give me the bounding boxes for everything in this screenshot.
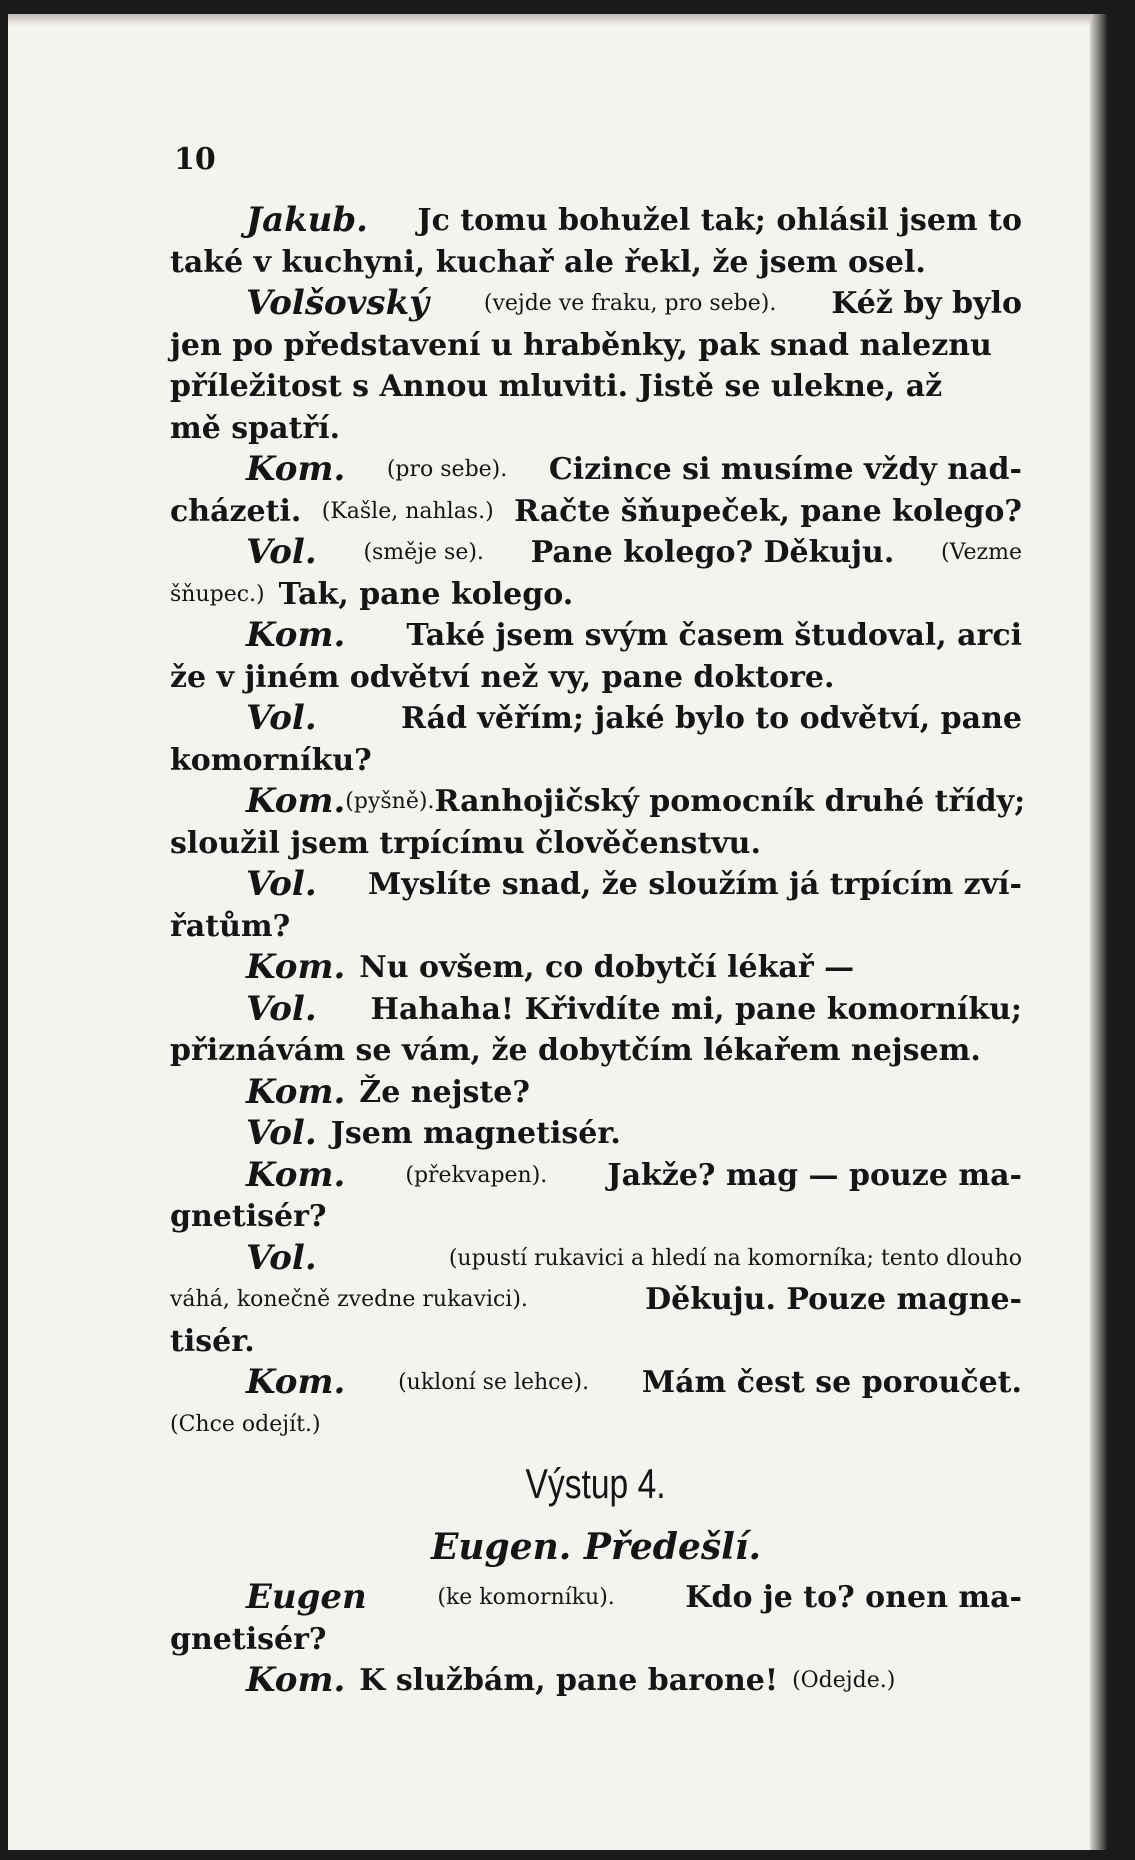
text-line — [170, 864, 1022, 906]
text-line — [170, 1404, 1022, 1446]
dialogue-text: gnetisér? — [170, 1199, 327, 1234]
text-line — [170, 200, 1022, 242]
speaker-name: Vol. — [246, 1237, 317, 1278]
stage-direction: (ke komorníku). — [437, 1585, 615, 1610]
dialogue-text: sloužil jsem trpícímu člověčenstvu. — [170, 825, 761, 861]
text-line — [170, 781, 1026, 823]
page-spine-shadow — [1090, 14, 1108, 1850]
dialogue-text: příležitost s Annou mluviti. Jistě se ulekne, až — [170, 369, 943, 404]
dialogue-text: Rád věřím; jaké bylo to odvětví, pane — [400, 701, 1022, 736]
speaker-name: Jakub. — [246, 200, 369, 240]
text-line — [170, 574, 1022, 616]
text-line — [170, 449, 1022, 491]
dialogue-text: že v jiném odvětví než vy, pane doktore. — [170, 659, 835, 695]
text-line — [170, 740, 1022, 782]
dialogue-text: řatům? — [170, 908, 291, 944]
speaker-name: Kom. — [246, 1071, 346, 1112]
stage-direction: (Kašle, nahlas.) — [321, 498, 494, 524]
speaker-name: Vol. — [246, 864, 317, 904]
speaker-name: Kom. — [246, 1660, 346, 1700]
dialogue-text: Hahaha! Křivdíte mi, pane komorníku; — [370, 991, 1022, 1027]
dialogue-text: také v kuchyni, kuchař ale řekl, že jsem osel. — [170, 244, 926, 280]
dialogue-text: gnetisér? — [170, 1621, 327, 1657]
stage-direction: (Odejde.) — [792, 1668, 896, 1693]
dialogue-text: Jakže? mag — pouze ma- — [607, 1157, 1022, 1193]
dialogue-text: Jsem magnetisér. — [330, 1116, 621, 1151]
speaker-name: Volšovský — [246, 283, 429, 323]
text-line — [170, 698, 1022, 740]
text-line — [170, 283, 1022, 325]
scene-cast: Eugen. Předešlí. — [430, 1526, 762, 1568]
dialogue-text: mě spatří. — [170, 410, 341, 446]
text-line — [170, 491, 1022, 533]
text-line — [170, 1660, 1022, 1702]
stage-direction: váhá, konečně zvedne rukavici). — [170, 1287, 528, 1312]
text-line — [170, 242, 1022, 284]
scene-heading: Výstup 4. — [525, 1460, 667, 1507]
text-line — [170, 1196, 1022, 1238]
text-line — [170, 325, 1022, 367]
page-top-edge — [8, 14, 1108, 26]
text-line — [170, 1113, 1022, 1155]
dialogue-text: komorníku? — [170, 742, 372, 778]
speaker-name: Vol. — [246, 698, 317, 738]
dialogue-text: Račte šňupeček, pane kolego? — [514, 493, 1022, 529]
text-line — [170, 1362, 1022, 1404]
speaker-name: Kom. — [246, 615, 346, 655]
text-line — [170, 1155, 1022, 1197]
speaker-name: Kom. — [246, 781, 346, 821]
stage-direction: (Vezme — [941, 540, 1022, 565]
speaker-name: Vol. — [246, 1113, 317, 1153]
dialogue-text: jen po představení u hraběnky, pak snad naleznu — [170, 327, 992, 363]
dialogue-text: K službám, pane barone! — [359, 1663, 779, 1698]
text-line — [170, 532, 1022, 574]
speaker-name: Kom. — [246, 1362, 346, 1402]
dialogue-text: Kéž by bylo — [831, 286, 1022, 321]
cast-row — [170, 1517, 1022, 1577]
text-line — [170, 1072, 1022, 1114]
text-line — [170, 1238, 1022, 1280]
dialogue-text: Nu ovšem, co dobytčí lékař — — [359, 950, 855, 985]
dialogue-text: tisér. — [170, 1323, 255, 1359]
scene-heading-row — [170, 1451, 1022, 1517]
stage-direction: (překvapen). — [405, 1162, 548, 1188]
dialogue-text: Tak, pane kolego. — [278, 576, 574, 612]
speaker-name: Kom. — [246, 947, 346, 987]
stage-direction: (pyšně). — [345, 789, 435, 814]
speaker-name: Kom. — [246, 449, 346, 489]
play-text — [170, 200, 1026, 1702]
speaker-name: Eugen — [246, 1577, 367, 1617]
dialogue-text: Děkuju. Pouze magne- — [645, 1282, 1022, 1317]
text-line — [170, 1030, 1022, 1072]
page-number: 10 — [174, 142, 216, 177]
text-line — [170, 1619, 1022, 1661]
text-line — [170, 947, 1022, 989]
text-line — [170, 906, 1022, 948]
speaker-name: Vol. — [246, 988, 317, 1029]
stage-direction: (Chce odejít.) — [170, 1411, 321, 1437]
dialogue-text: Pane kolego? Děkuju. — [530, 535, 895, 570]
stage-direction: šňupec.) — [170, 581, 265, 607]
text-line — [170, 615, 1022, 657]
text-line — [170, 1321, 1022, 1363]
stage-direction: (pro sebe). — [386, 457, 508, 482]
stage-direction: (směje se). — [363, 540, 484, 565]
dialogue-text: přiznávám se vám, že dobytčím lékařem nejsem. — [170, 1033, 981, 1068]
dialogue-text: cházeti. — [170, 493, 302, 529]
text-line — [170, 989, 1022, 1031]
text-line — [170, 366, 1022, 408]
text-line — [170, 408, 1022, 450]
text-line — [170, 1577, 1022, 1619]
dialogue-text: Ranhojičský pomocník druhé třídy; — [434, 784, 1026, 819]
dialogue-text: Kdo je to? onen ma- — [685, 1580, 1022, 1615]
dialogue-text: Mám čest se poroučet. — [641, 1365, 1022, 1400]
text-line — [170, 657, 1022, 699]
stage-direction: (vejde ve fraku, pro sebe). — [483, 291, 777, 316]
speaker-name: Vol. — [246, 532, 317, 572]
text-line — [170, 1279, 1022, 1321]
dialogue-text: Jc tomu bohužel tak; ohlásil jsem to — [417, 203, 1022, 238]
dialogue-text: Cizince si musíme vždy nad- — [548, 452, 1022, 487]
dialogue-text: Také jsem svým časem študoval, arci — [406, 618, 1022, 653]
dialogue-text: Myslíte snad, že sloužím já trpícím zví- — [368, 867, 1022, 902]
speaker-name: Kom. — [246, 1154, 346, 1195]
stage-direction: (ukloní se lehce). — [398, 1370, 590, 1395]
book-page — [8, 14, 1108, 1850]
dialogue-text: Že nejste? — [359, 1074, 530, 1110]
text-line — [170, 823, 1022, 865]
stage-direction: (upustí rukavici a hledí na komorníka; tento dlouho — [448, 1245, 1022, 1271]
